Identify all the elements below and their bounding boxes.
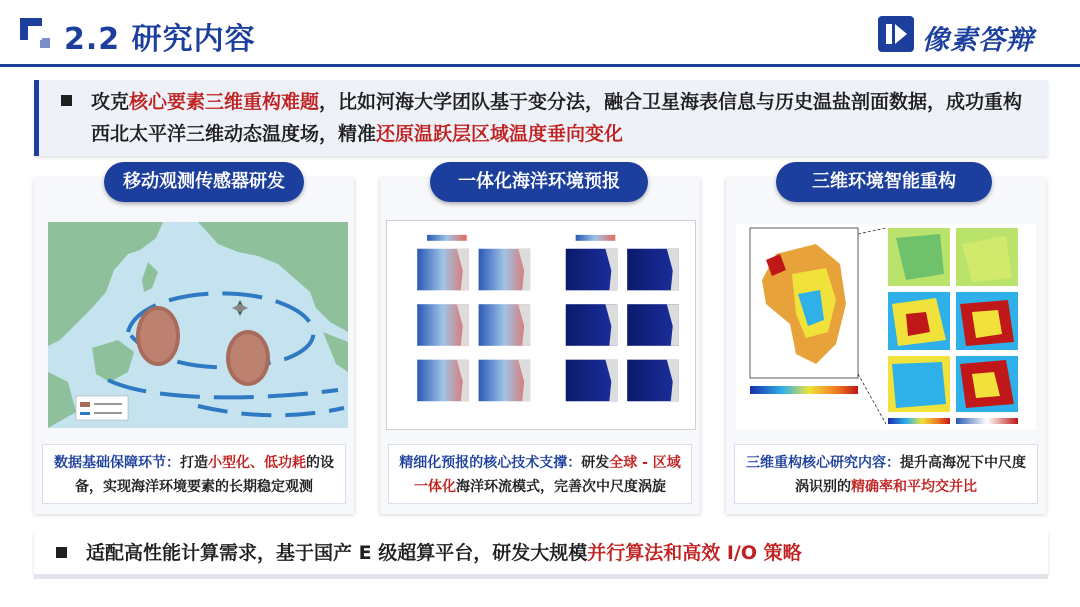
panel-title-mobile-sensors: 移动观测传感器研发	[104, 162, 304, 202]
forecast-comparison-figure-image	[386, 220, 696, 430]
brand-logo	[878, 14, 1058, 54]
panel-title-3d-reconstruction: 三维环境智能重构	[776, 162, 992, 202]
bullet-square-icon	[61, 95, 72, 106]
panel-caption-ocean-forecast: 精细化预报的核心技术支撑：研发全球 - 区域一体化海洋环流模式，完善次中尺度涡旋	[388, 444, 692, 504]
section-square-icon	[20, 18, 50, 48]
logo-text: 像素答辩	[922, 25, 1034, 56]
header	[0, 0, 1080, 66]
section-title: 2.2 研究内容	[64, 22, 256, 57]
header-divider	[0, 64, 1080, 67]
bottom-text: 适配高性能计算需求，基于国产 E 级超算平台，研发大规模并行算法和高效 I/O 策略	[86, 542, 802, 564]
intro-box	[34, 80, 1048, 156]
logo-mark-icon	[878, 16, 914, 52]
panel-caption-mobile-sensors: 数据基础保障环节：打造小型化、低功耗的设备，实现海洋环境要素的长期稳定观测	[42, 444, 346, 504]
panel-title-ocean-forecast: 一体化海洋环境预报	[430, 162, 648, 202]
bullet-square-icon	[56, 547, 67, 558]
bottom-shadow-bar	[34, 574, 1048, 579]
pacific-circulation-map-image	[48, 222, 348, 428]
intro-text: 攻克核心要素三维重构难题，比如河海大学团队基于变分法，融合卫星海表信息与历史温盐剖面数据，成功重构西北太平洋三维动态温度场，精准还原温跃层区域温度垂向变化	[91, 91, 1023, 145]
eddy-reconstruction-figure-image	[736, 224, 1036, 430]
bottom-box	[34, 532, 1048, 574]
panel-caption-3d-reconstruction: 三维重构核心研究内容：提升高海况下中尺度涡识别的精确率和平均交并比	[734, 444, 1038, 504]
